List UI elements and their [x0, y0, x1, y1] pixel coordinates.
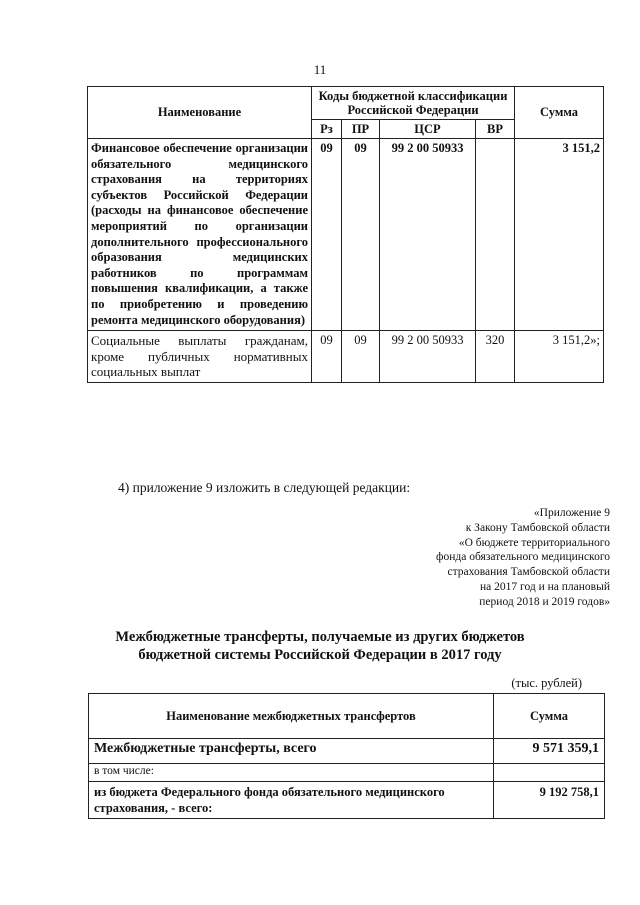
intro-text: 4) приложение 9 изложить в следующей редакции:: [118, 480, 411, 495]
header-sum: Сумма: [494, 694, 605, 739]
budget-classification-table: [87, 86, 604, 383]
table-row: [89, 739, 605, 764]
row-sum: 3 151,2»;: [515, 331, 604, 383]
header-pr: ПР: [342, 120, 380, 139]
appendix-line: на 2017 год и на плановый: [480, 580, 610, 593]
header-csr: ЦСР: [380, 120, 476, 139]
row-name: Социальные выплаты гражданам, кроме публичных нормативных социальных выплат: [88, 331, 312, 383]
row-sum: 9 571 359,1: [494, 739, 605, 764]
transfers-table: [88, 693, 605, 819]
units-label: (тыс. рублей): [511, 676, 582, 690]
row-sum: 9 192 758,1: [494, 782, 605, 819]
header-codes: Коды бюджетной классификации Российской Федерации: [312, 87, 515, 120]
row-pr: 09: [342, 139, 380, 331]
row-name: в том числе:: [89, 764, 494, 782]
row-name: Межбюджетные трансферты, всего: [89, 739, 494, 764]
row-pr: 09: [342, 331, 380, 383]
appendix-line: фонда обязательного медицинского: [436, 551, 610, 564]
row-rz: 09: [312, 139, 342, 331]
row-sum: [494, 764, 605, 782]
appendix-line: страхования Тамбовской области: [447, 566, 610, 579]
row-sum: 3 151,2: [515, 139, 604, 331]
appendix-line: к Закону Тамбовской области: [465, 521, 610, 534]
row-name: из бюджета Федерального фонда обязательного медицинского страхования, - всего:: [89, 782, 494, 819]
table-row: [88, 331, 604, 383]
row-vr: 320: [476, 331, 515, 383]
appendix-line: «О бюджете территориального: [458, 536, 610, 549]
header-name: Наименование межбюджетных трансфертов: [89, 694, 494, 739]
table-row: [88, 139, 604, 331]
page-number: 11: [313, 62, 327, 77]
row-csr: 99 2 00 50933: [380, 139, 476, 331]
header-rz: Рз: [312, 120, 342, 139]
row-csr: 99 2 00 50933: [380, 331, 476, 383]
table-row: [89, 764, 605, 782]
header-sum: Сумма: [515, 87, 604, 139]
section-title: [0, 628, 640, 664]
table-row: [89, 782, 605, 819]
appendix-header: [290, 506, 610, 610]
row-rz: 09: [312, 331, 342, 383]
title-line: Межбюджетные трансферты, получаемые из других бюджетов: [115, 629, 525, 645]
header-name: Наименование: [88, 87, 312, 139]
appendix-line: «Приложение 9: [533, 507, 610, 519]
header-vr: ВР: [476, 120, 515, 139]
row-name: Финансовое обеспечение организации обязательного медицинского страхования на территориях субъектов Российской Федерации (расходы на финансовое обеспечение мероприятий по организации дополнительного профессионального образования медицинских работников по программам повышения квалификации, а также по приобретению и проведению ремонта медицинского оборудования): [88, 139, 312, 331]
row-vr: [476, 139, 515, 331]
title-line: бюджетной системы Российской Федерации в 2017 году: [138, 647, 502, 663]
appendix-line: период 2018 и 2019 годов»: [479, 595, 610, 608]
